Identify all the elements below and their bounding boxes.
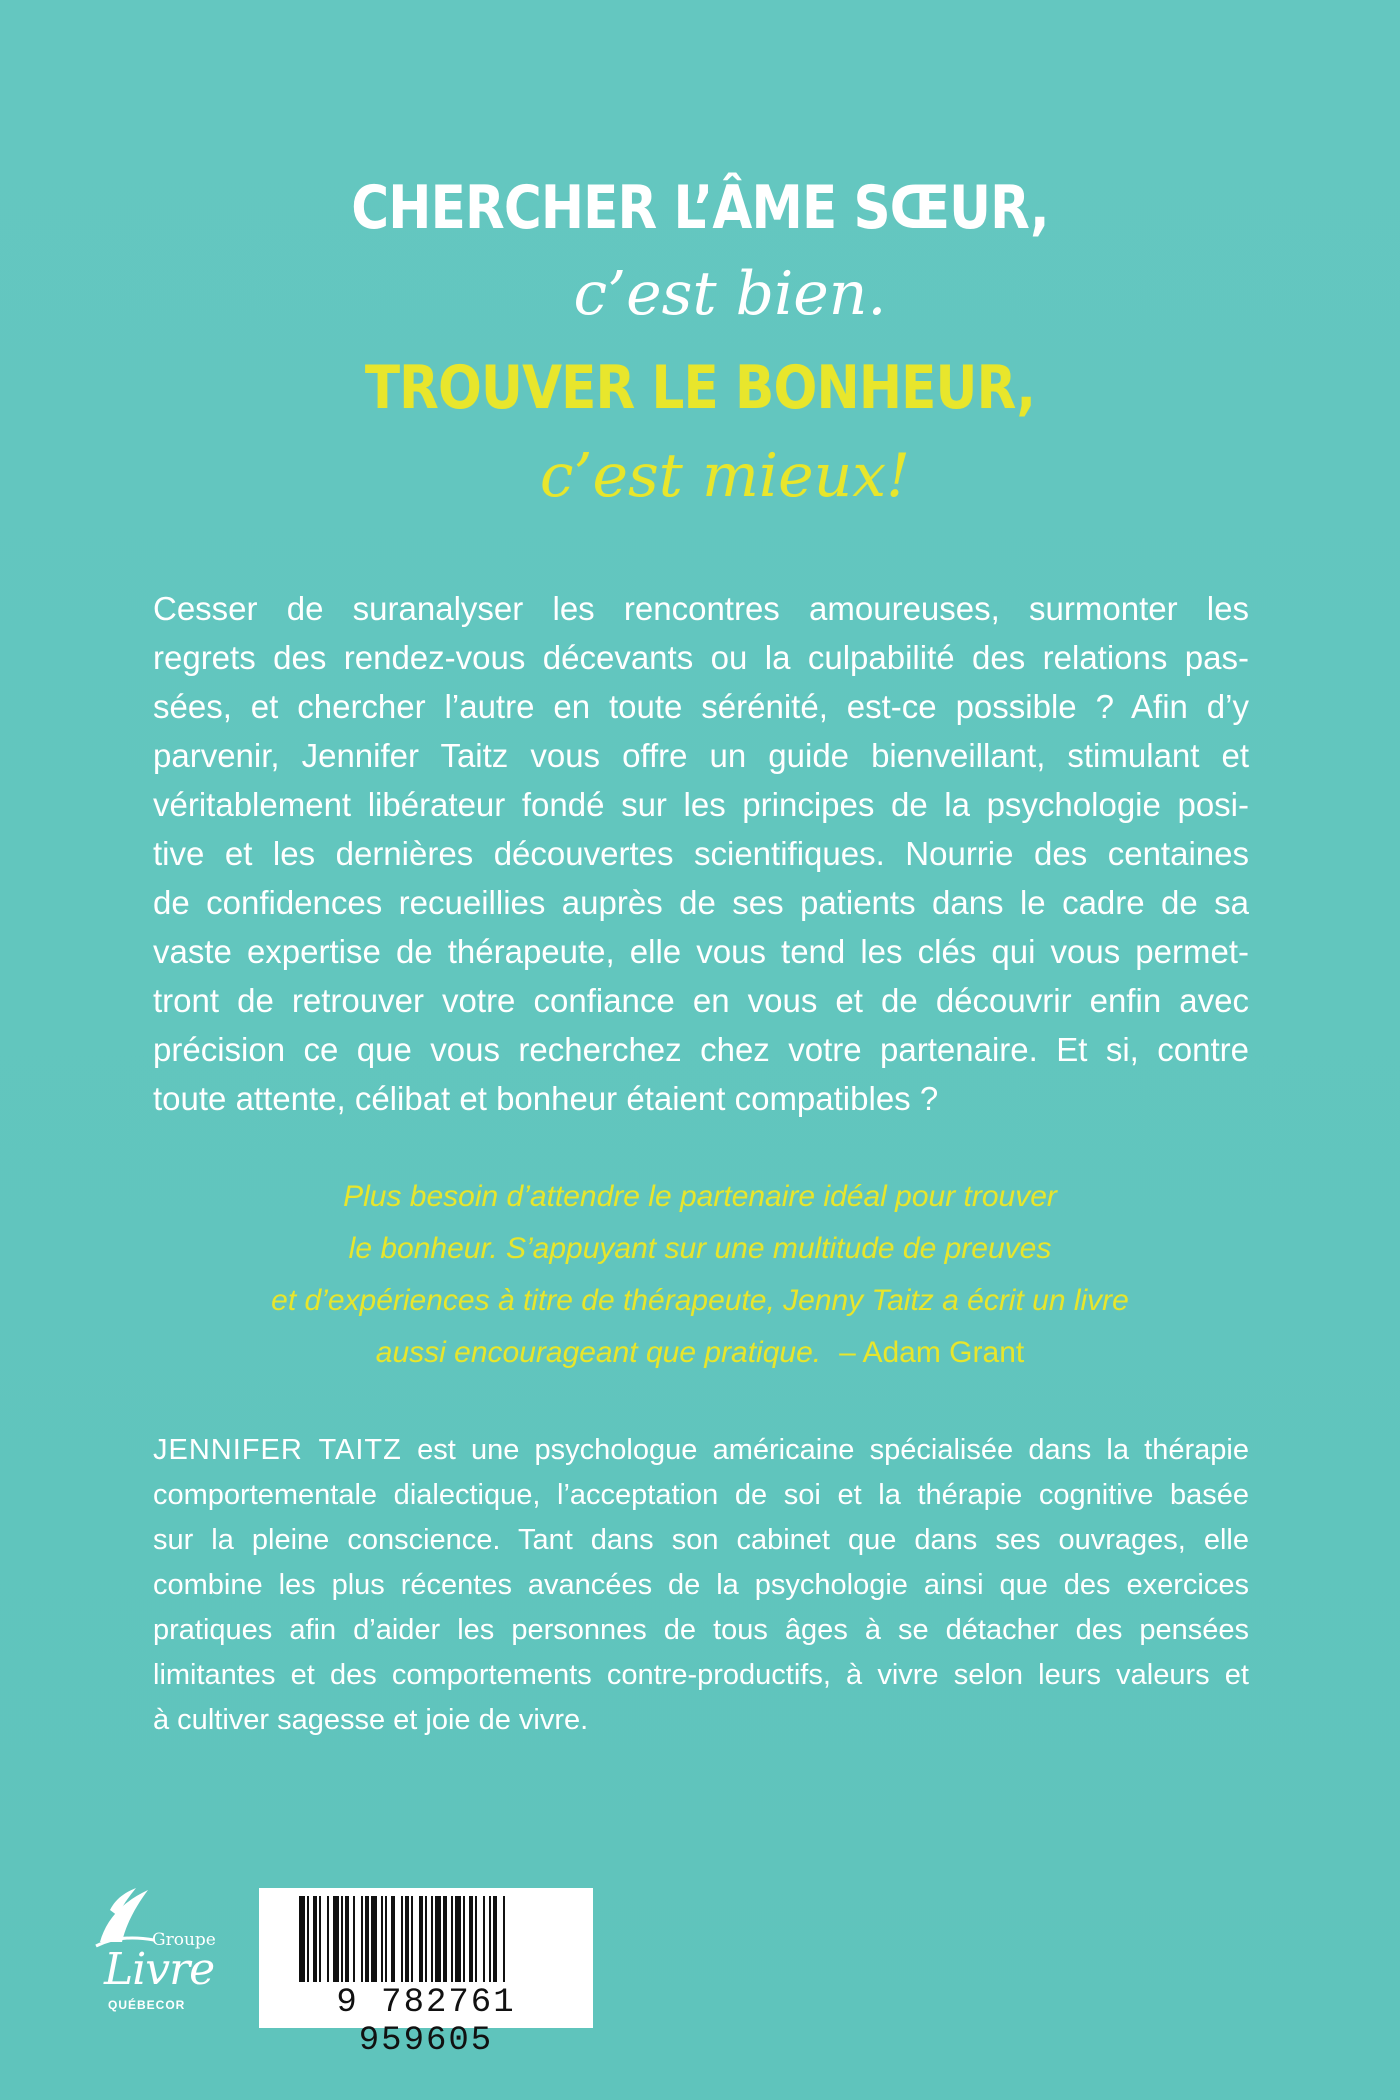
quote-line: et d’expériences à titre de thérapeute, Jenny Taitz a écrit un livre <box>271 1284 1129 1317</box>
publisher-quebecor: QUÉBECOR <box>108 1998 186 2012</box>
barcode-bar <box>463 1896 465 1982</box>
barcode-bar <box>411 1896 413 1982</box>
barcode-bar <box>435 1896 441 1982</box>
barcode-bar <box>425 1896 427 1982</box>
barcode-bar <box>353 1896 355 1982</box>
barcode-bar <box>381 1896 383 1982</box>
description-line: toute attente, célibat et bonheur étaient compatibles ? <box>153 1080 939 1117</box>
description-line: sées, et chercher l’autre en toute sérénité, est-ce possible ? Afin d’y <box>153 688 1249 725</box>
barcode-bar <box>489 1896 491 1982</box>
barcode-bar <box>455 1896 461 1982</box>
quote-line: Plus besoin d’attendre le partenaire idéal pour trouver <box>343 1180 1057 1213</box>
bio-line: à cultiver sagesse et joie de vivre. <box>153 1704 589 1736</box>
description-line: parvenir, Jennifer Taitz vous offre un guide bienveillant, stimulant et <box>153 737 1249 774</box>
barcode-bar <box>341 1896 343 1982</box>
barcode-bar <box>391 1896 395 1982</box>
barcode-bar <box>493 1896 497 1982</box>
quote-line: aussi encourageant que pratique. <box>375 1336 822 1369</box>
quote-line-last <box>0 1327 1400 1379</box>
bio-line: pratiques afin d’aider les personnes de tous âges à se détacher des pensées <box>153 1614 1249 1646</box>
description-line: regrets des rendez-vous décevants ou la culpabilité des relations pas- <box>153 639 1249 676</box>
barcode-bar <box>345 1896 349 1982</box>
barcode-bar <box>313 1896 317 1982</box>
description-line: tive et les dernières découvertes scientifiques. Nourrie des centaines <box>153 835 1249 872</box>
endorsement-quote <box>0 1171 1400 1379</box>
barcode-bar <box>333 1896 339 1982</box>
barcode-bar <box>469 1896 473 1982</box>
barcode-bar <box>503 1896 505 1982</box>
description-line: véritablement libérateur fondé sur les principes de la psychologie posi- <box>153 786 1249 823</box>
barcode-bar <box>401 1896 403 1982</box>
description-line: de confidences recueillies auprès de ses patients dans le cadre de sa <box>153 884 1249 921</box>
barcode-bar <box>419 1896 423 1982</box>
barcode-bar <box>431 1896 433 1982</box>
barcode-bar <box>365 1896 369 1982</box>
quote-line: le bonheur. S’appuyant sur une multitude de preuves <box>348 1232 1052 1265</box>
headline-script-1: c’est bien. <box>573 259 887 329</box>
barcode-bar <box>405 1896 409 1982</box>
publisher-logo <box>82 1880 232 2030</box>
description-line: Cesser de suranalyser les rencontres amoureuses, surmonter les <box>153 590 1249 627</box>
barcode <box>259 1888 593 2060</box>
author-name: JENNIFER TAITZ <box>153 1434 402 1466</box>
description-line: vaste expertise de thérapeute, elle vous tend les clés qui vous permet- <box>153 933 1249 970</box>
barcode-bar <box>475 1896 477 1982</box>
headline-line-1: CHERCHER L’ÂME SŒUR, <box>351 173 1049 243</box>
publisher-groupe: Groupe <box>152 1930 216 1950</box>
barcode-bar <box>371 1896 377 1982</box>
barcode-bar <box>327 1896 329 1982</box>
book-description <box>153 584 1249 1123</box>
barcode-bar <box>307 1896 309 1982</box>
bio-line: limitantes et des comportements contre-productifs, à vivre selon leurs valeurs et <box>153 1659 1249 1691</box>
barcode-bar <box>483 1896 485 1982</box>
barcode-bar <box>443 1896 447 1982</box>
barcode-bar <box>361 1896 363 1982</box>
bio-line: sur la pleine conscience. Tant dans son cabinet que dans ses ouvrages, elle <box>153 1524 1249 1556</box>
bio-line <box>153 1428 1249 1473</box>
barcode-bar <box>299 1896 305 1982</box>
barcode-bar <box>319 1896 321 1982</box>
barcode-bar <box>451 1896 453 1982</box>
barcode-bar <box>385 1896 387 1982</box>
headline-script-2: c’est mieux! <box>539 441 911 511</box>
headline-line-2: TROUVER LE BONHEUR, <box>364 353 1036 423</box>
author-bio <box>153 1428 1249 1743</box>
description-line: tront de retrouver votre confiance en vous et de découvrir enfin avec <box>153 982 1249 1019</box>
bio-line-text: est une psychologue américaine spécialisée dans la thérapie <box>401 1434 1249 1466</box>
quote-author: – Adam Grant <box>839 1336 1025 1369</box>
description-line: précision ce que vous recherchez chez votre partenaire. Et si, contre <box>153 1031 1249 1068</box>
bio-line: combine les plus récentes avancées de la psychologie ainsi que des exercices <box>153 1569 1249 1601</box>
publisher-livre: Livre <box>104 1944 215 1995</box>
isbn-number: 9 782761 959605 <box>336 1984 516 2060</box>
bio-line: comportementale dialectique, l’acceptation de soi et la thérapie cognitive basée <box>153 1479 1249 1511</box>
